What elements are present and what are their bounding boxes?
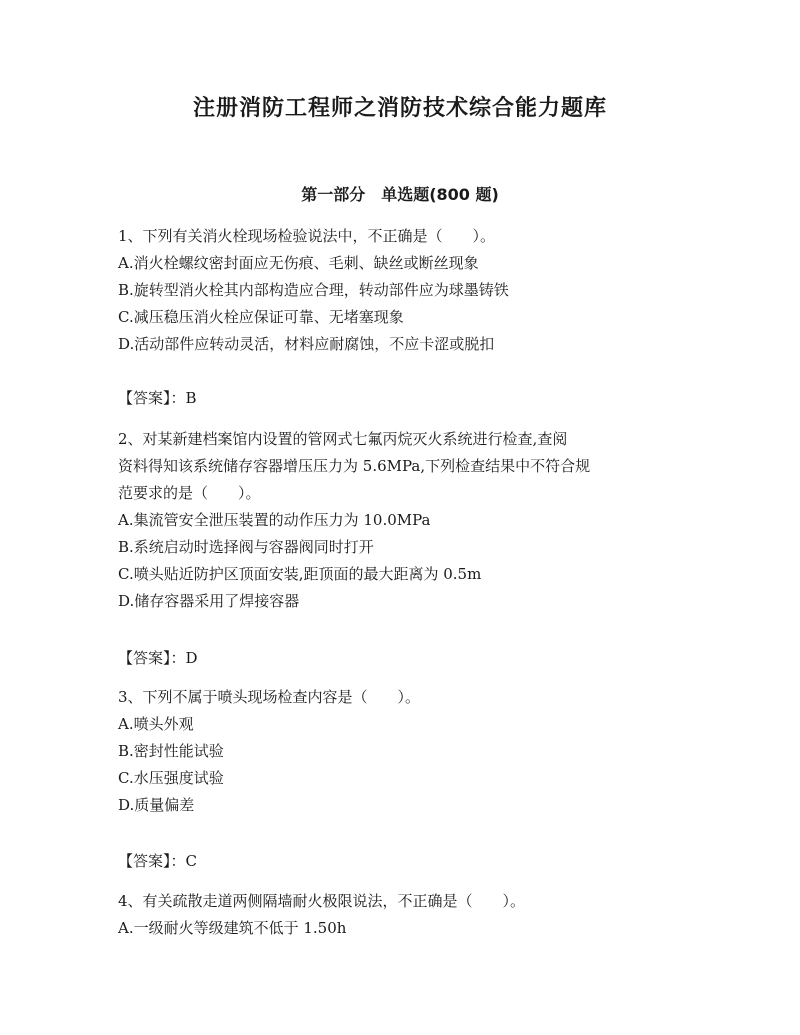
answer-label: 【答案】： xyxy=(118,389,186,407)
answer-value: C xyxy=(185,852,197,870)
question-3-option-c: C.水压强度试验 xyxy=(118,769,224,787)
question-1-option-b: B.旋转型消火栓其内部构造应合理，转动部件应为球墨铸铁 xyxy=(118,281,509,299)
question-4-option-a: A.一级耐火等级建筑不低于 1.50h xyxy=(118,919,347,937)
question-3-option-d: D.质量偏差 xyxy=(118,796,195,814)
question-3-answer xyxy=(118,850,197,872)
answer-value: B xyxy=(185,389,197,407)
question-2-option-c: C.喷头贴近防护区顶面安装,距顶面的最大距离为 0.5m xyxy=(118,565,482,583)
question-2-answer xyxy=(118,647,198,669)
question-1-option-a: A.消火栓螺纹密封面应无伤痕、毛刺、缺丝或断丝现象 xyxy=(118,254,479,272)
question-1-answer xyxy=(118,387,197,409)
question-1-stem: 1、下列有关消火栓现场检验说法中，不正确是（ ）。 xyxy=(118,227,496,245)
section-title: 第一部分 单选题(800 题) xyxy=(301,185,499,204)
document-title: 注册消防工程师之消防技术综合能力题库 xyxy=(192,96,607,121)
question-1-option-d: D.活动部件应转动灵活，材料应耐腐蚀，不应卡涩或脱扣 xyxy=(118,335,495,353)
question-4-stem: 4、有关疏散走道两侧隔墙耐火极限说法，不正确是（ ）。 xyxy=(118,892,526,910)
question-3-option-a: A.喷头外观 xyxy=(118,715,194,733)
question-2-stem-line-3: 范要求的是（ ）。 xyxy=(118,484,261,502)
question-2-stem-line-2: 资料得知该系统储存容器增压压力为 5.6MPa,下列检查结果中不符合规 xyxy=(118,457,591,475)
question-3-stem: 3、下列不属于喷头现场检查内容是（ ）。 xyxy=(118,688,421,706)
question-2-option-d: D.储存容器采用了焊接容器 xyxy=(118,592,300,610)
answer-label: 【答案】： xyxy=(118,649,186,667)
question-2-stem-line-1: 2、对某新建档案馆内设置的管网式七氟丙烷灭火系统进行检查,查阅 xyxy=(118,430,568,448)
answer-label: 【答案】： xyxy=(118,852,186,870)
question-3-option-b: B.密封性能试验 xyxy=(118,742,224,760)
question-2-option-b: B.系统启动时选择阀与容器阀同时打开 xyxy=(118,538,374,556)
answer-value: D xyxy=(185,649,198,667)
question-2-option-a: A.集流管安全泄压装置的动作压力为 10.0MPa xyxy=(118,511,431,529)
question-1-option-c: C.减压稳压消火栓应保证可靠、无堵塞现象 xyxy=(118,308,404,326)
